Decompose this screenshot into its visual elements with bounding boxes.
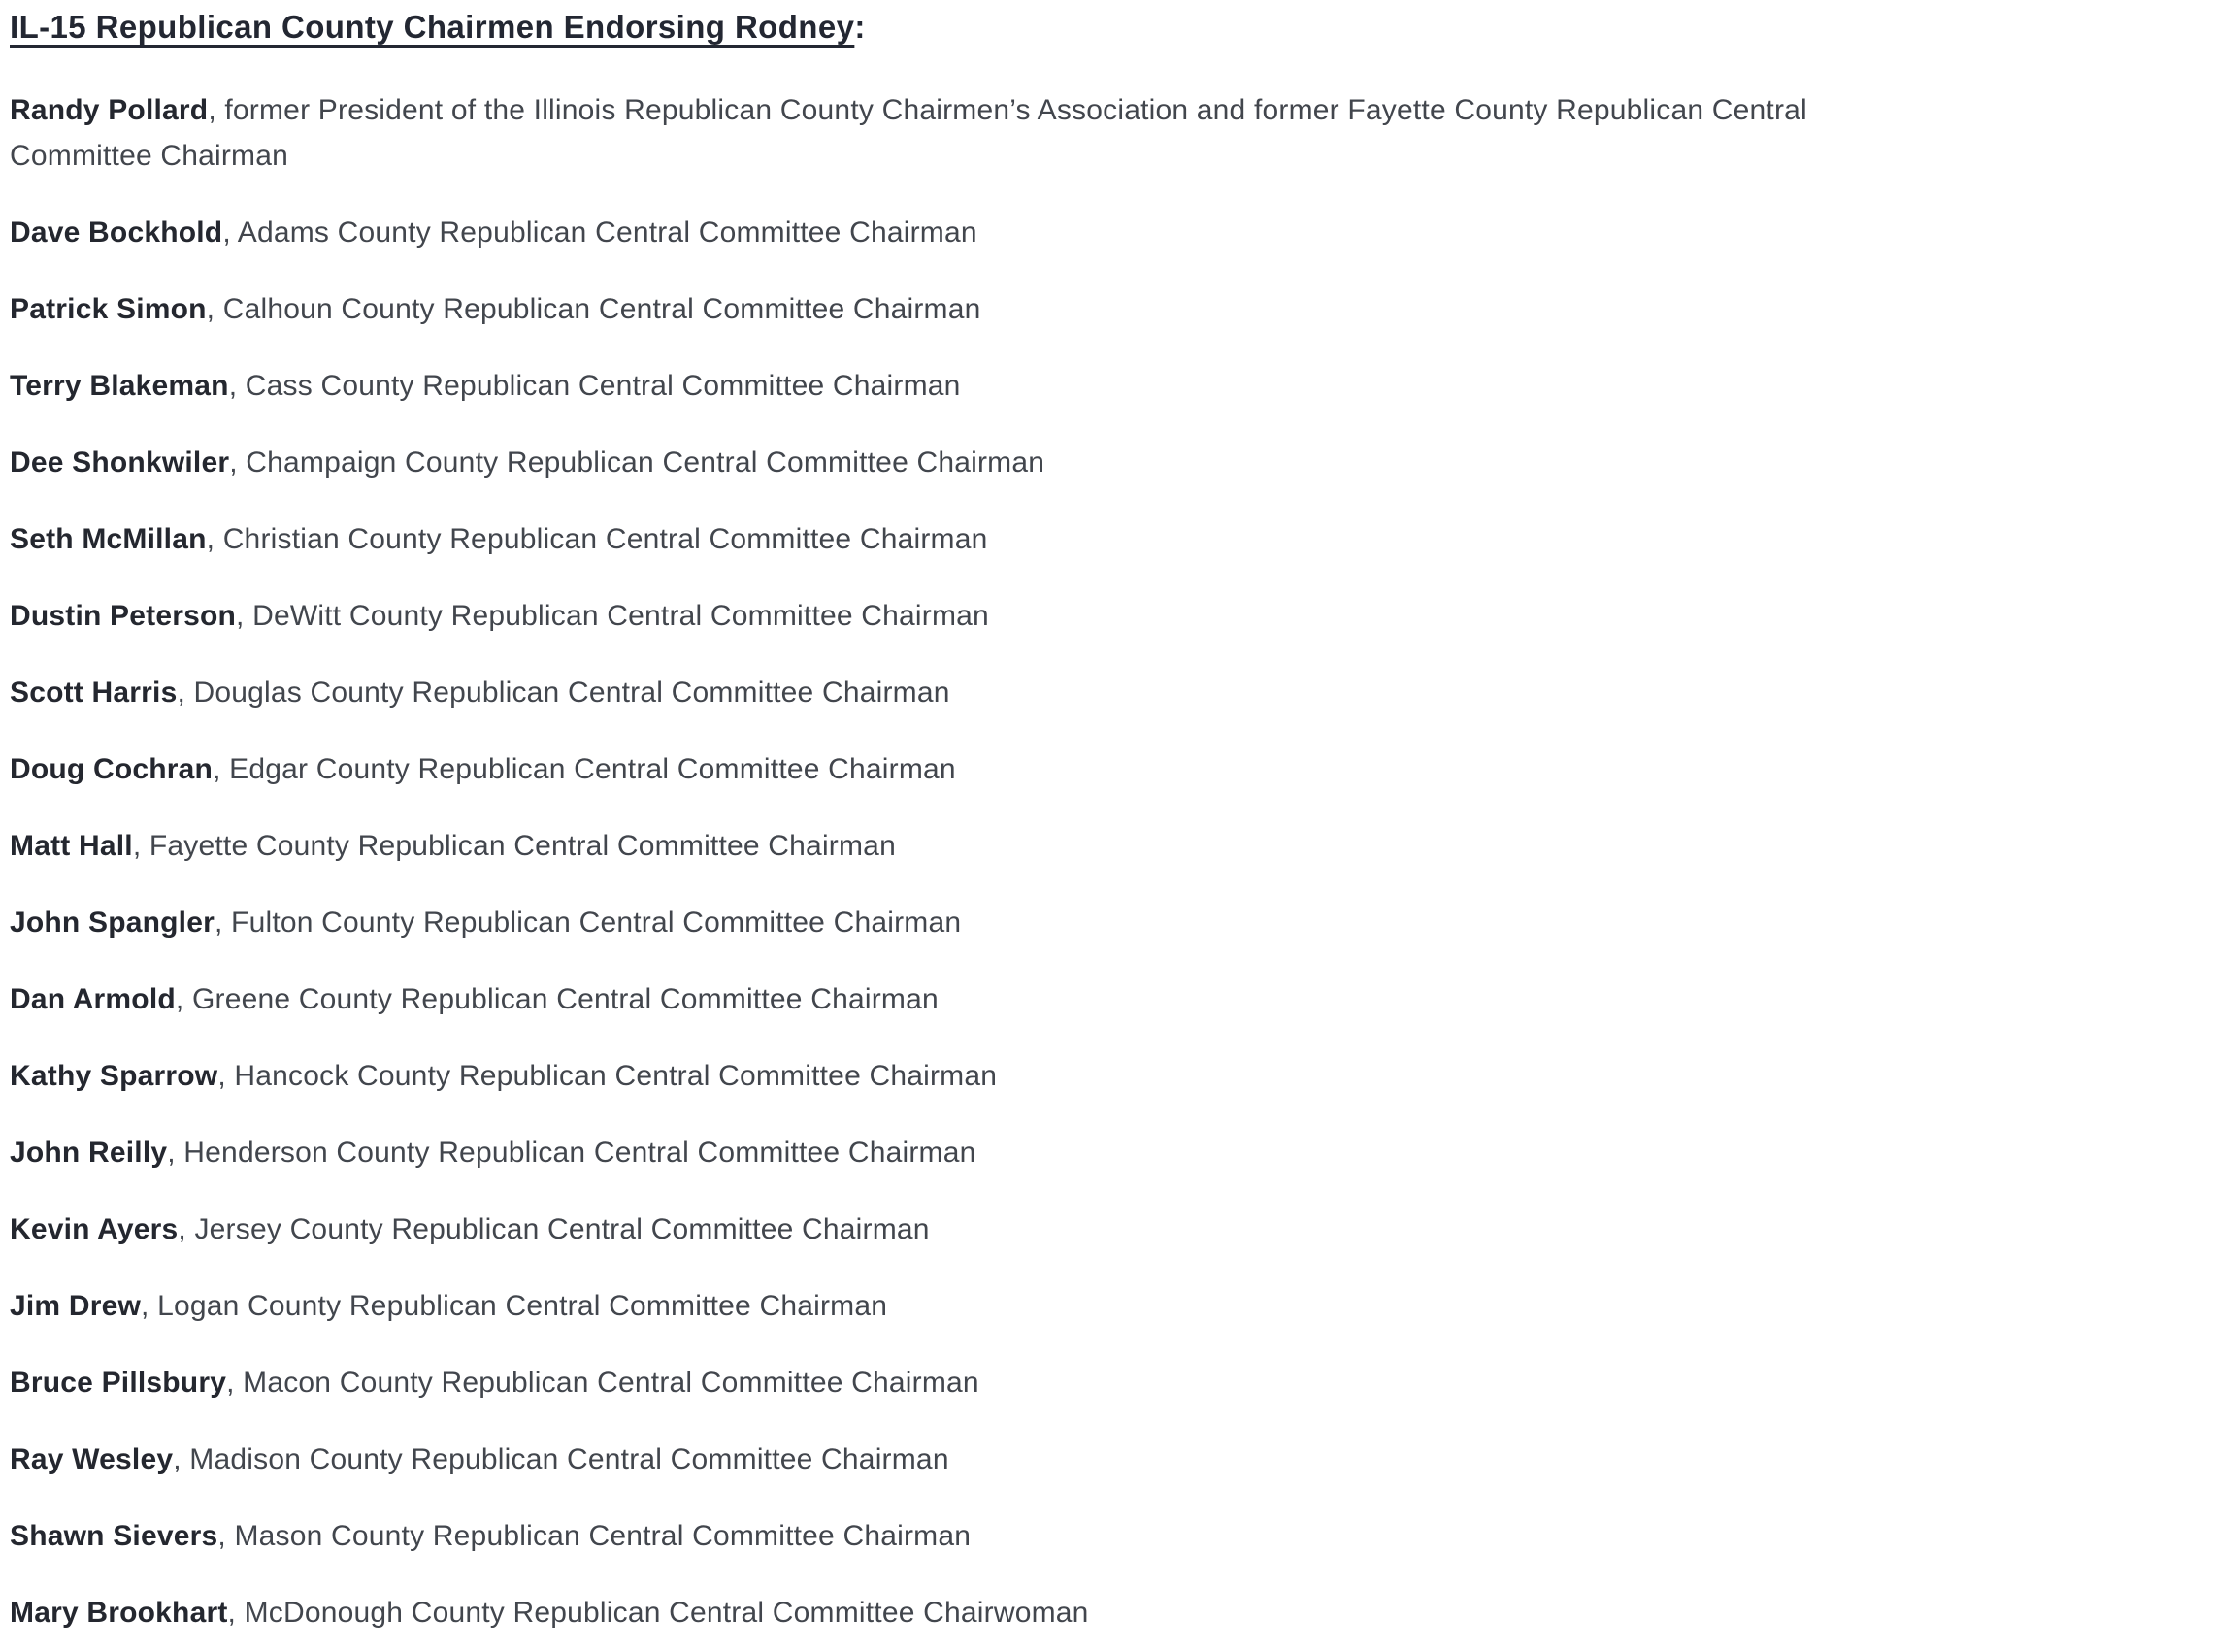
endorser-name: Kathy Sparrow	[10, 1060, 218, 1092]
endorser-name: Randy Pollard	[10, 94, 209, 126]
endorsement-item	[10, 440, 2184, 485]
endorser-name: Mary Brookhart	[10, 1597, 228, 1629]
endorsement-item	[10, 1437, 2184, 1482]
endorser-name: Scott Harris	[10, 677, 178, 709]
endorser-role: , McDonough County Republican Central Committee Chairwoman	[227, 1597, 1089, 1629]
endorser-role: , Logan County Republican Central Committee Chairman	[141, 1290, 888, 1322]
endorsement-item	[10, 1130, 2184, 1175]
endorser-role: , Douglas County Republican Central Committee Chairman	[177, 677, 950, 709]
endorser-name: Terry Blakeman	[10, 370, 229, 402]
endorsement-item	[10, 1283, 2184, 1329]
endorser-name: Dave Bockhold	[10, 216, 223, 248]
endorsement-item	[10, 823, 2184, 869]
endorsement-item	[10, 593, 2184, 639]
endorser-role: , Edgar County Republican Central Committee Chairman	[213, 753, 956, 785]
endorsement-item	[10, 746, 2184, 792]
endorsement-item	[10, 976, 2184, 1022]
endorser-role: , former President of the Illinois Republican County Chairmen’s Association and former Fayette County Republican Central Committee Chairman	[10, 94, 1807, 172]
endorsement-item	[10, 670, 2184, 715]
endorser-name: Shawn Sievers	[10, 1520, 218, 1552]
endorsement-item	[10, 1513, 2184, 1559]
endorser-role: , Fulton County Republican Central Committee Chairman	[214, 907, 962, 939]
endorser-name: Dustin Peterson	[10, 600, 237, 632]
page-title-underlined-text: IL-15 Republican County Chairmen Endorsing Rodney	[10, 9, 855, 45]
endorser-role: , DeWitt County Republican Central Committee Chairman	[236, 600, 989, 632]
endorser-role: , Macon County Republican Central Committee Chairman	[226, 1367, 979, 1399]
endorser-role: , Greene County Republican Central Committee Chairman	[175, 983, 939, 1015]
endorser-name: John Reilly	[10, 1137, 168, 1169]
endorser-name: Dee Shonkwiler	[10, 446, 230, 479]
page-title	[10, 8, 2190, 47]
endorser-name: Kevin Ayers	[10, 1213, 179, 1245]
endorsement-item	[10, 286, 2184, 332]
endorsement-item	[10, 1206, 2184, 1252]
endorsement-item	[10, 900, 2184, 945]
endorser-name: Bruce Pillsbury	[10, 1367, 227, 1399]
endorser-name: Doug Cochran	[10, 753, 214, 785]
endorser-role: , Mason County Republican Central Committee Chairman	[217, 1520, 972, 1552]
endorsement-item	[10, 516, 2184, 562]
endorsement-page	[10, 8, 2190, 1635]
endorser-role: , Adams County Republican Central Committee Chairman	[222, 216, 977, 248]
endorser-role: , Henderson County Republican Central Committee Chairman	[167, 1137, 976, 1169]
endorser-role: , Christian County Republican Central Committee Chairman	[206, 523, 988, 555]
endorsement-list	[10, 87, 2190, 1635]
endorser-name: Seth McMillan	[10, 523, 207, 555]
endorsement-item	[10, 87, 2184, 179]
endorser-name: Patrick Simon	[10, 293, 207, 325]
endorser-role: , Calhoun County Republican Central Committee Chairman	[206, 293, 981, 325]
endorser-name: Ray Wesley	[10, 1443, 174, 1475]
endorser-role: , Madison County Republican Central Committee Chairman	[173, 1443, 949, 1475]
endorsement-item	[10, 1590, 2184, 1635]
endorser-name: John Spangler	[10, 907, 215, 939]
endorsement-item	[10, 363, 2184, 409]
endorser-name: Matt Hall	[10, 830, 133, 862]
endorsement-item	[10, 210, 2184, 255]
endorser-role: , Champaign County Republican Central Committee Chairman	[229, 446, 1045, 479]
endorser-role: , Fayette County Republican Central Committee Chairman	[132, 830, 896, 862]
endorser-name: Dan Armold	[10, 983, 176, 1015]
endorsement-item	[10, 1053, 2184, 1099]
endorser-role: , Hancock County Republican Central Committee Chairman	[217, 1060, 998, 1092]
endorser-role: , Jersey County Republican Central Committee Chairman	[178, 1213, 930, 1245]
endorser-role: , Cass County Republican Central Committee Chairman	[228, 370, 961, 402]
page-title-colon: :	[854, 9, 866, 45]
endorsement-item	[10, 1360, 2184, 1405]
endorser-name: Jim Drew	[10, 1290, 141, 1322]
